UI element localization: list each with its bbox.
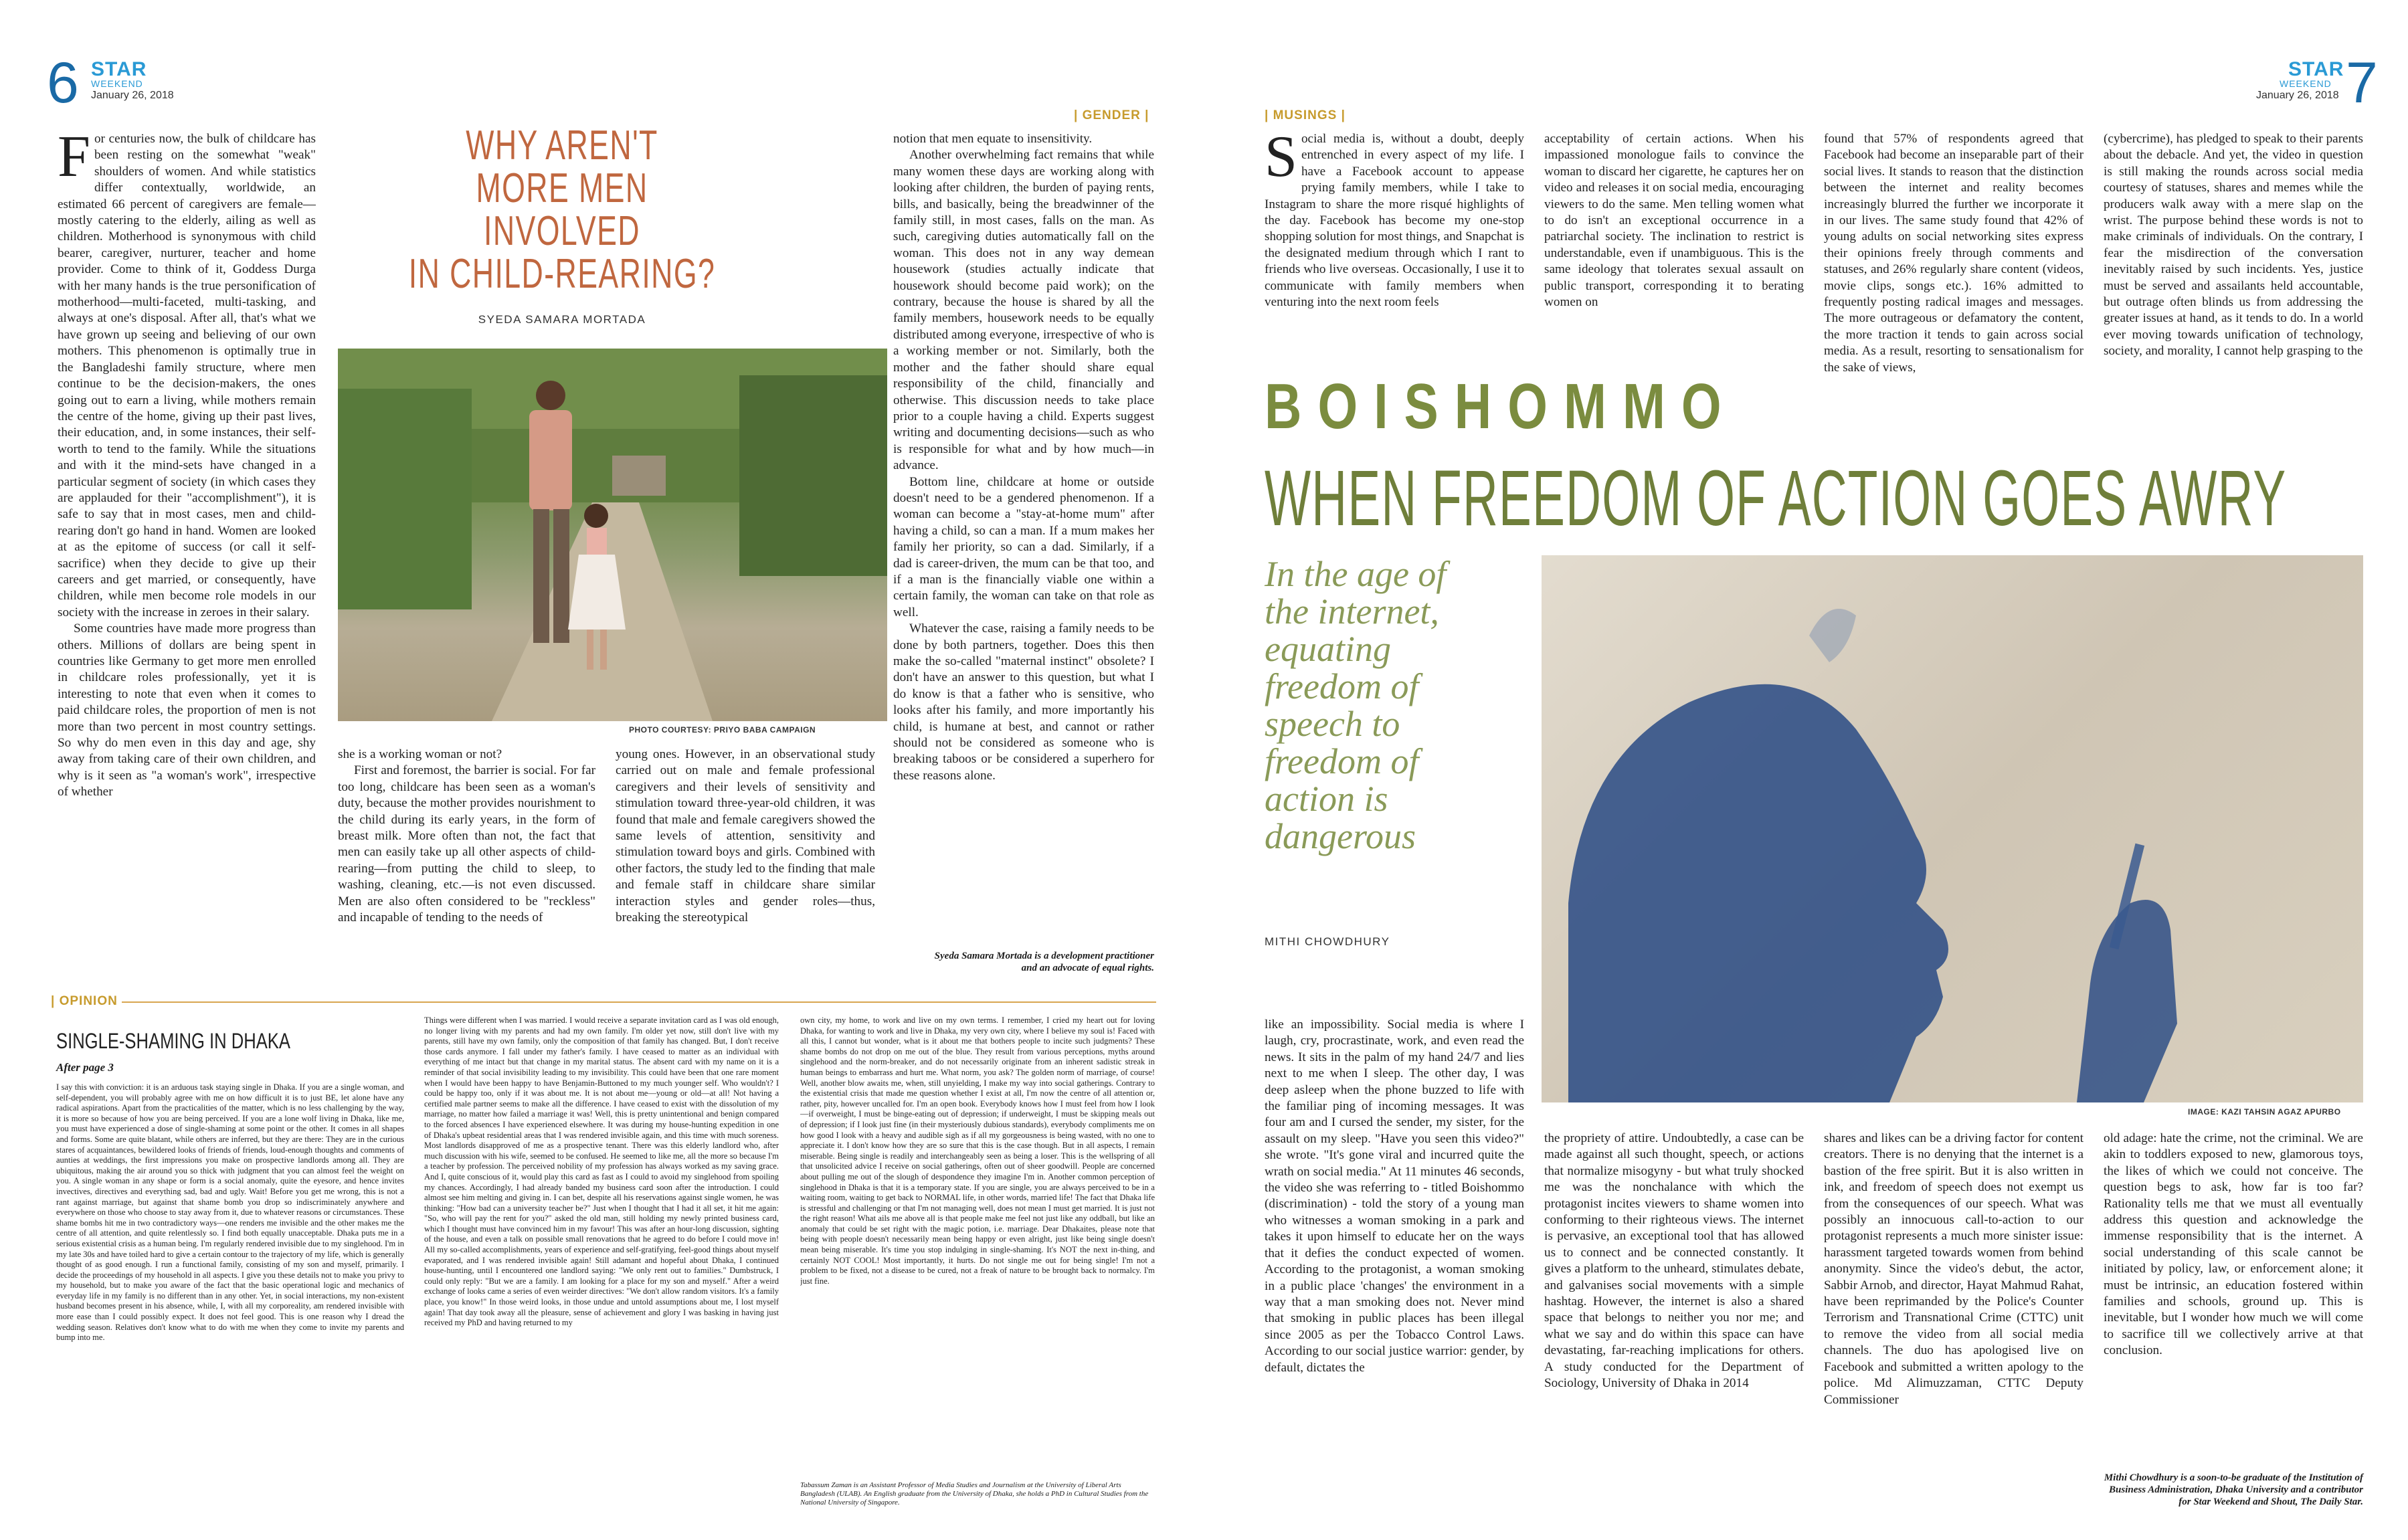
right-masthead: STAR bbox=[2288, 58, 2344, 80]
gender-photo-credit: PHOTO COURTESY: PRIYO BABA CAMPAIGN bbox=[629, 725, 816, 735]
headline-line-1: WHY AREN'T bbox=[466, 122, 658, 169]
gender-photo bbox=[338, 349, 887, 721]
gender-col-1-para-2: Some countries have made more progress than others. Millions of dollars are being spent in countries like Germany to get more men enrolled in childcare roles professionally, yet it is interesting to note that even when it comes to paid childcare roles, the proportion of men is not more than two percent in most country settings. So why do men even in this day and age, shy away from taking care of their own children, and why is it seen as "a woman's work", irrespective of whether bbox=[58, 621, 316, 799]
gender-col-2-para-2: First and foremost, the barrier is social. For far too long, childcare has been seen as a woman's duty, because the mother provides nourishment to the child during its early years, in the form of breast milk. More often than not, the fact that men can easily take up all other aspects of child-rearing—from putting the child to sleep, to washing, cleaning, etc.—is not even discussed. Men are also often considered to be "reckless" and incapable of tending to the needs of bbox=[338, 763, 595, 925]
gender-col-4-para-1: notion that men equate to insensitivity. bbox=[893, 132, 1093, 146]
musings-photo-illustration bbox=[1542, 555, 2363, 1102]
pullquote-line-7: action is bbox=[1265, 779, 1388, 819]
left-date: January 26, 2018 bbox=[91, 90, 174, 101]
pullquote-line-4: freedom of bbox=[1265, 666, 1419, 706]
section-label-gender: | GENDER | bbox=[1074, 108, 1149, 122]
musings-bot-col-2-text: the propriety of attire. Undoubtedly, a case can be made against all such thought, speech, or actions that normalize misogyny - but what truly shocked me was the nonchalance with which the protagonist incites viewers to shame women into conforming to their righteous views. The internet is pervasive, an exceptional tool that has allowed us to connect and be connected constantly. It gives a platform to the unheard, stimulates debate, and galvanises social movements with a simple hashtag. However, the internet is also a shared space that belongs to neither you nor me; and what we say and do within this space can have devastating, far-reaching implications for others. A study conducted for the Department of Sociology, University of Dhaka in 2014 bbox=[1544, 1131, 1804, 1391]
opinion-kicker: After page 3 bbox=[56, 1061, 114, 1074]
pullquote-line-1: In the age of bbox=[1265, 554, 1447, 594]
gender-photo-illustration bbox=[338, 349, 887, 721]
pullquote-line-6: freedom of bbox=[1265, 741, 1419, 781]
musings-author-bio: Mithi Chowdhury is a soon-to-be graduate of the Institution of Business Administration, Dhaka University and a contributor for Star Weekend and Shout, The Daily Star. bbox=[2104, 1472, 2363, 1507]
gender-col-2 bbox=[338, 747, 595, 974]
section-label-opinion: | OPINION bbox=[51, 994, 122, 1009]
left-masthead: STAR bbox=[91, 58, 147, 80]
right-masthead-sub: WEEKEND bbox=[2280, 78, 2332, 89]
musings-pullquote bbox=[1265, 555, 1546, 855]
musings-top-col-3-text: found that 57% of respondents agreed that Facebook had become an inseparable part of their social lives. It stands to reason that the distinction between the internet and reality becomes increasingly blurred the further we incorporate it in our lives. The same study found that 42% of young adults on social networking sites express their opinions freely through comments and statuses, and 26% regularly share content (videos, movie clips, songs etc.). 16% admitted to frequently posting radical images and messages. The more outrageous or defamatory the content, the more traction it tends to gain across social media. As a result, resorting to sensationalism for the sake of views, bbox=[1824, 132, 2083, 375]
section-label-musings: | MUSINGS | bbox=[1265, 108, 1346, 122]
musings-bot-col-3 bbox=[1824, 1131, 2083, 1532]
musings-byline: MITHI CHOWDHURY bbox=[1265, 935, 1390, 948]
musings-top-col-4-text: (cybercrime), has pledged to speak to their parents about the debacle. And yet, the video in question is still making the rounds across social media courtesy of statuses, shares and memes while the producers walk away with a mere slap on the wrist. The purpose behind these words is not to make criminals of individuals. On the contrary, I fear the misdirection of the conversation inevitably raised by such incidents. Yes, justice must be served and assailants held accountable, but outrage often blinds us from addressing the greater issues at hand, as it tends to do. In a world ever moving towards unification of technology, society, and morality, I cannot help grasping to the bbox=[2104, 132, 2363, 359]
pullquote-line-8: dangerous bbox=[1265, 816, 1416, 856]
opinion-col-1 bbox=[56, 1082, 404, 1531]
gender-col-1-para-1: or centuries now, the bulk of childcare has been resting on the somewhat "weak" shoulders of women. And while statistics differ contextually, worldwide, an estimated 66 percent of caregivers are female—mostly catering to the elderly, ailing as well as children. Motherhood is synonymous with child bearer, caregiver, nurturer, teacher and home provider. Come to think of it, Goddess Durga with her many hands is the true personification of motherhood—multi-faceted, multi-tasking, and always at one's disposal. After all, that's what we have grown up seeing and believing of our own mothers. This phenomenon is optimally true in the Bangladeshi family structure, where men continue to be the decision-makers, the ones going out to earn a living, while mothers remain the centre of the home, giving up their past lives, their education, and, in some instances, their self-worth to tend to the family. While the situations and with it the mind-sets have changed in a particular segment of society (in which cases they are applauded for their "accomplishment"), it is safe to say that in most cases, men and child-rearing don't go hand in hand. Women are looked at as the epitome of success (or call it self-sacrifice) when they decide to give up their careers and get married, or consequently, have children, while men become role models in our society with the increase in zeroes in their salary. bbox=[58, 132, 316, 619]
opinion-col-3 bbox=[800, 1016, 1155, 1477]
left-page-number: 6 bbox=[47, 51, 79, 115]
opinion-col-2 bbox=[424, 1016, 779, 1531]
musings-top-col-3 bbox=[1824, 131, 2083, 439]
musings-bot-col-3-text: shares and likes can be a driving factor for content creators. There is no denying that the internet is a bastion of the free spirit. But it is also written in ink, and freedom of speech does not exempt us from the consequences of our speech. What was possibly an innocuous call-to-action to our protagonist represents a much more sinister issue: harassment targeted towards women from behind anonymity. Since the video's debut, the actor, Sabbir Arnob, and director, Hayat Mahmud Rahat, have been reprimanded by the Police's Counter Terrorism and Transnational Crime (CTTC) unit to remove the video from all social media channels. The duo has apologised live on Facebook and submitted a written apology to the police. Md Alimuzzaman, CTTC Deputy Commissioner bbox=[1824, 1131, 2083, 1407]
musings-bot-col-1-text: like an impossibility. Social media is where I laugh, cry, procrastinate, work, and even read the news. It sits in the palm of my hand 24/7 and lies next to me when I sleep. The other day, I was deep asleep when the phone buzzed to life with the familiar ping of incoming messages. It was four am and I cursed the sender, my sister, for the assault on my sleep. "Have you seen this video?" she wrote. "It's gone viral and incurred quite the wrath on social media." At 11 minutes 46 seconds, the video she was referring to - titled Boishommo (discrimination) - told the story of a young man who witnesses a woman smoking in a park and takes it upon himself to educate her on the ways that it defies the conduct expected of women. According to the protagonist, a woman smoking in a public place 'changes' the environment in a way that a man smoking does not. Never mind that smoking in public places has been illegal since 2005 as per the Tobacco Control Laws. According to our social justice warrior: gender, by default, dictates the bbox=[1265, 1018, 1524, 1375]
pullquote-line-2: the internet, bbox=[1265, 591, 1439, 632]
opinion-col-3-text: own city, my home, to work and live on my own terms. I remember, I cried my heart out for loving Dhaka, for wanting to work and live in Dhaka, my very own city, where I believe my soul is! Faced with all this, I cannot but wonder, what is it about me that bothers people to incite such judgments? These shame bombs do not drop on me out of the blue. They result from various perceptions, myths around singlehood and the norm-breaker, and do not necessarily originate from an inherent sadistic streak in human beings to embarrass and hurt me. What norm, you ask? The golden norm of marriage, of course! Well, another blow awaits me, when, still unyielding, I make my way into social gatherings. Contrary to the existential crisis that made me question whether I exist at all, I'm now the centre of all attention or, rather, pity, however uncalled for. I'm an open book. Everybody knows how I must feel from how I look—if overweight, I must be binge-eating out of depression; if underweight, I must be skipping meals out of depression; if I look just fine (in their mysteriously dubious standards), everybody compliments me on how good I look with a heavy and audible sigh as if all my gorgeousness is being wasted, with no one to appreciate it. I don't know how they are so sure that this is the case though. But in all aspects, I remain miserable. Being single is readily and interchangeably seen as being a loser. This is the wellspring of all that unsolicited advice I receive on social gatherings, often out of sheer goodwill. People are concerned about pulling me out of the slough of despondence they imagine I'm in. Another common perception of singlehood in Dhaka is that it is a temporary state. If you are single, you are always perceived to be in a waiting room, waiting to get back to NORMAL life, in other words, married life! The fact that Dhaka life is stressful and challenging or that I'm not managing well, does not mean I must get married. It is just not the right reason! What ails me above all is that people make me feel not just like any oddball, but like an anomaly that could be set right with the magic potion, i.e. marriage. Dear Dhakaites, please note that being with people doesn't necessarily mean being happy or even alright, just like being single doesn't mean being miserable. It's time you stop indulging in single-shaming. It's NOT the next in-thing, and certainly NOT COOL! Most importantly, it hurts. Do not single me out for being single! I'm not a problem to be fixed, not a disease to be cured, not a freak of nature to be brought back to normalcy. I'm just fine. bbox=[800, 1016, 1155, 1286]
left-masthead-sub: WEEKEND bbox=[91, 78, 143, 89]
musings-top-col-2-text: acceptability of certain actions. When his impassioned monologue fails to convince the woman to discard her cigarette, he captures her on video and releases it on social media, encouraging viewers to do the same. Men telling women what to do isn't an exceptional occurrence in a patriarchal society. The inclination to restrict is understandable, even if unambiguous. This is the same ideology that tolerates sexual assault on public transport, corresponding it to berating women on bbox=[1544, 132, 1804, 310]
musings-bot-col-4 bbox=[2104, 1131, 2363, 1465]
opinion-col-2-text: Things were different when I was married. I would receive a separate invitation card as I was old enough, no longer living with my parents and had my own family. I'm older yet now, still don't live with my parents, still have my own family, only the composition of that family has changed. But, I don't receive those cards anymore. I fall under my father's family. I have ceased to matter as an individual with everything of me intact but that change in my marital status. The absent card with my name on it is a reminder of that social invisibility leading to my invisibility. This could have been that one rare moment when I would have been happy to have Benjamin-Buttoned to my much younger self. Who wouldn't? I could be happy too, only if it was about me. It is not about me—young or old—at all! Not having a certified male partner seems to make all the difference. I have ceased to exist with the dissolution of my marriage, no matter how failed a marriage it was! Well, this is pretty unintentional and benign compared to the forced absences I have experienced elsewhere. It was during my house-hunting expedition in one of Dhaka's upbeat residential areas that I was rendered invisible again, and this time with much soreness. Most landlords disapproved of me as a prospective tenant. There was this elderly landlord who, after much discussion with his wife, seemed to be confused. He seemed to like me, all the more so because I'm a teacher by profession. The perceived nobility of my profession has always worked as my saving grace. And I, quite conscious of it, would play this card as fast as I could to avoid my singlehood from spoiling my chances. Accordingly, I had already banded my business card soon after the introduction. I could almost see him melting and giving in. I can bet, despite all his reservations against single women, he was thinking: "How bad can a university teacher be?" Just when I thought that I had it all set, it hit me again: "So, who will pay the rent for you?" asked the old man, still holding my newly printed business card, which I thought must have convinced him in my favour! This was after an hour-long discussion, sighting of the house, and even a talk on possible small renovations that he agreed to do before I could move in! All my so-called accomplishments, years of experience and self-gratifying, feel-good things about myself evaporated, and I was rendered invisible again! Still adamant and hopeful about Dhaka, I continued house-hunting, until I encountered one landlord saying: "We only rent out to families." Dumbstruck, I could only reply: "But we are a family. I am looking for a place for my son and myself." After a weird exchange of looks came a series of even weirder directives: "We don't allow random visitors. It's a family place, you know!" In those weird looks, in those undue and untold assumptions about me, I lost myself again! That day took away all the pleasure, sense of achievement and glory I was basking in having just received my PhD and having returned to my bbox=[424, 1016, 779, 1328]
opinion-col-1-text: I say this with conviction: it is an arduous task staying single in Dhaka. If you are a single woman, and self-dependent, you will probably agree with me on how difficult it is to just BE, let alone have any radical aspirations. Apart from the practicalities of the matter, which is no less challenging by the way, it is more so because of how you are being perceived. If you are a lone wolf living in Dhaka, like me, you must have experienced a dose of single-shaming at some point or the other. It comes in all shapes and forms. Some are quite blatant, while others are inferred, but they are there: They are in the curious stares of acquaintances, bewildered looks of friends of friends, loud-enough thoughts and comments of aunties at weddings, the first impressions you make on prospective landlords among all. They are ubiquitous, making the air around you so thick with judgment that you can almost feel the weight on you. A single woman in any shape or form is a social anomaly, quite the eyesore, and hence invites invectives, directives and everything sad, bad and ugly. Wait! Before you get me wrong, this is not a rant against marriage, but against that shame bomb you drop so indiscriminately anywhere and everywhere on those who choose to stay away from it, due to whatever reasons or circumstances. These shame bombs hit me in two contradictory ways—one renders me invisible and the other makes me the centre of all attention, and quite relentlessly so. I find both equally unacceptable. Dhaka puts me in a serious existential crisis as a human being. I'm regularly rendered invisible due to my singlehood. I'm in my late 30s and have toiled hard to give a certain contour to the trajectory of my life, which is generally thought of as good enough. I run a functional family, consisting of my son and myself, primarily. I decide the proceedings of my household in all aspects. I give you these details not to make you privy to my household, but to make you aware of the fact that the basic operational logic and mechanics of everyday life in my family is no different than in any other. Yet, in social interactions, my non-existent husband becomes present in his absence, while, I, with all my corporeality, am rendered invisible with more ease than I could possibly expect. It does not feel good. This is one reason why I dread the wedding season. Relatives don't know what to do with me when they come to invite my parents and bump into me. bbox=[56, 1082, 404, 1343]
gender-col-1: For centuries now, the bulk of childcare has been resting on the somewhat "weak" shoulders of women. And while statistics differ contextually, worldwide, an estimated 66 percent of caregivers are female—mostly catering to the elderly, ailing as well as children. Motherhood is synonymous with child bearer, caregiver, nurturer, teacher and home provider. Come to think of it, Goddess Durga with her many hands is the true personification of motherhood—multi-faceted, multi-tasking, and always at one's disposal. After all, that's what we have grown up seeing and believing of our own mothers. This phenomenon is optimally true in the Bangladeshi family structure, where men continue to be the decision-makers, the ones going out to earn a living, while mothers remain the centre of the home, giving up their past lives, their education, and, in some instances, their self-worth to tend to the family. While the situations and with it the mind-sets have changed in a particular segment of society (in which cases they are applauded for their "accomplishment"), it is safe to say that in most cases, men and child-rearing don't go hand in hand. Women are looked at as the epitome of success (or call it self-sacrifice) when they decide to give up their careers and get married, or consequently, have children, while men become role models in our society with the increase in zeroes in their salary. Some countries have made more progress than others. Millions of dollars are being spent in countries like Germany to get more men enrolled in childcare roles professionally, yet it is interesting to note that even when it comes to paid childcare roles, the proportion of men is not more than two percent in most country settings. So why do men even in this day and age, shy away from taking care of their own children, and why is it seen as "a woman's work", irrespective of whether bbox=[58, 131, 316, 971]
right-page-number: 7 bbox=[2346, 51, 2378, 115]
musings-top-col-1: Social media is, without a doubt, deeply entrenched in every aspect of my life. I have a Facebook account to appease prying family members, while I take to Instagram to share the more risqué highlights of the day. Facebook has become my one-stop shopping solution for most things, and Snapchat is the designated medium through which I rant to friends who live overseas. Occasionally, I use it to communicate with family members when venturing into the next room feels bbox=[1265, 131, 1524, 310]
gender-byline: SYEDA SAMARA MORTADA bbox=[478, 313, 646, 326]
gender-col-4-para-2: Another overwhelming fact remains that while many women these days are working along with looking after children, the burden of paying rents, bills, and basically, being the breadwinner of the family still, in most cases, falls on the man. As such, caregiving duties automatically fall on the woman. This does not in any way demean housework (studies actually indicate that housework should become paid work); on the contrary, because the house is shared by all the family members, housework needs to be equally distributed among everyone, irrespective of who is a working member or not. Similarly, both the mother and the father should share equal responsibility of the child, financially and otherwise. This discussion needs to take place prior to a couple having a child. Experts suggest writing and documenting decisions—such as who is responsible for what and by how much—in advance. bbox=[893, 148, 1154, 473]
musings-top-col-1-text: ocial media is, without a doubt, deeply entrenched in every aspect of my life. I have a Facebook account to appease prying family members, while I take to Instagram to share the more risqué highlights of the day. Facebook has become my one-stop shopping solution for most things, and Snapchat is the designated medium through which I rant to friends who live overseas. Occasionally, I use it to communicate with family members when venturing into the next room feels bbox=[1265, 132, 1524, 310]
headline-line-3: IN CHILD-REARING? bbox=[408, 251, 716, 297]
opinion-author-bio: Tabassum Zaman is an Assistant Professor of Media Studies and Journalism at the University of Liberal Arts Bangladesh (ULAB). An English graduate from the University of Dhaka, she holds a PhD in Cultural Studies from the National University of Singapore. bbox=[800, 1481, 1149, 1507]
opinion-rule bbox=[115, 1001, 1156, 1003]
musings-photo bbox=[1542, 555, 2363, 1102]
musings-top-col-2 bbox=[1544, 131, 1804, 359]
pullquote-line-5: speech to bbox=[1265, 704, 1400, 744]
musings-headline: WHEN FREEDOM OF ACTION GOES AWRY bbox=[1265, 454, 2287, 543]
right-date: January 26, 2018 bbox=[2256, 90, 2339, 101]
musings-top-col-4 bbox=[2104, 131, 2363, 439]
musings-bot-col-4-text: old adage: hate the crime, not the criminal. We are akin to toddlers exposed to new, glamorous toys, the likes of which we could not conceive. The question begs to ask, how far is too far? Rationality tells me that we must all eventually address this question and acknowledge the immense responsibility that is the internet. A social understanding of this scale cannot be initiated by policy, law, or enforcement alone; it must be intrinsic, an education fostered within families and schools, ground up. This is inevitable, but I wonder how much we will come to sacrifice till we collectively arrive at that conclusion. bbox=[2104, 1131, 2363, 1358]
musings-bot-col-1 bbox=[1265, 1017, 1524, 1532]
pullquote-line-3: equating bbox=[1265, 629, 1391, 669]
gender-col-4-para-3: Bottom line, childcare at home or outside doesn't need to be a gendered phenomenon. If a woman can become a "stay-at-home mum" after having a child, so can a man. If a mum makes her family her priority, so can a dad. Similarly, if a dad is career-driven, the mum can be that too, and if a man is the financially viable one within a certain family, the woman can take on that role as well. bbox=[893, 474, 1154, 619]
musings-kicker: BOISHOMMO bbox=[1265, 371, 1738, 442]
gender-col-4-para-4: Whatever the case, raising a family needs to be done by both partners, together. Does this then make the so-called "maternal instinct" obsolete? I don't have an answer to this question, but what I do know is that a father who is sensitive, who looks after his family, and more importantly his child, is humane at best, and cannot or rather should not be considered as someone who is breaking taboos or be considered a superhero for these reasons alone. bbox=[893, 621, 1154, 783]
musings-bot-col-2 bbox=[1544, 1131, 1804, 1532]
headline-line-2: MORE MEN INVOLVED bbox=[476, 165, 648, 254]
gender-col-2-para-1: she is a working woman or not? bbox=[338, 747, 502, 761]
gender-author-bio: Syeda Samara Mortada is a development practitioner and an advocate of equal rights. bbox=[934, 951, 1154, 973]
gender-headline bbox=[335, 124, 790, 296]
gender-col-4 bbox=[893, 131, 1154, 934]
gender-col-3 bbox=[616, 747, 875, 974]
musings-photo-credit: IMAGE: KAZI TAHSIN AGAZ APURBO bbox=[2188, 1107, 2341, 1117]
opinion-title: SINGLE-SHAMING IN DHAKA bbox=[56, 1029, 290, 1053]
gender-col-3-para-1: young ones. However, in an observational study carried out on male and female professional caregivers and their levels of sensitivity and stimulation toward three-year-old children, it was found that male and female caregivers showed the same levels of attention, sensitivity and stimulation toward boys and girls. Combined with other factors, the study led to the finding that male and female staff in childcare share similar interaction styles and gender roles—thus, breaking the stereotypical bbox=[616, 747, 875, 925]
